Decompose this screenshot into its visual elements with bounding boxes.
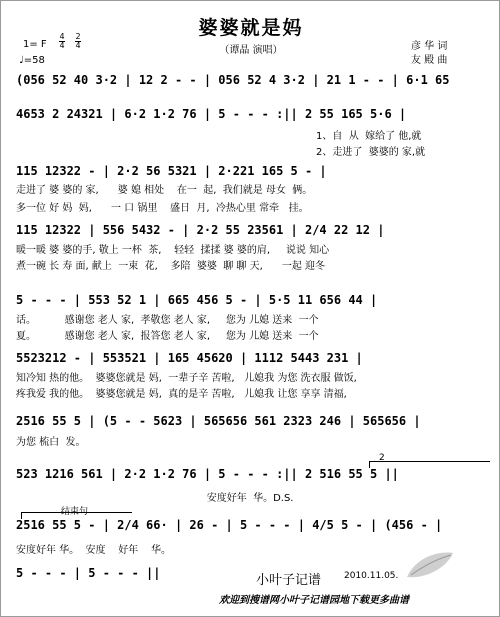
second-ending-label: 2 (379, 453, 385, 463)
lyric-line-5a: 话。 感谢您 老人 家, 孝敬您 老人 家, 您为 儿媳 送来 一个 (16, 315, 319, 326)
lyric-line-8: 安度好年 华。D.S. (16, 493, 294, 504)
lyric-line-7: 为您 梳白 发。 (16, 437, 86, 448)
notation-line-6: 5523212 - | 553521 | 165 45620 | 1112 5443 231 | (16, 351, 363, 365)
transcription-date: 2010.11.05. (344, 571, 399, 581)
key-signature: 1= F (23, 39, 47, 50)
lyric-line-3a: 走进了 婆 婆的 家, 婆 媳 相处 在一 起, 我们就是 母女 俩。 (16, 185, 313, 196)
time-signature-2: 2 4 (75, 32, 81, 50)
transcriber-signature: 小叶子记谱 (256, 573, 322, 588)
time-signature-1: 4 4 (59, 32, 65, 50)
lyric-line-9: 安度好年 华。 安度 好年 华。 (16, 545, 171, 556)
notation-line-5: 5 - - - | 553 52 1 | 665 456 5 - | 5·5 11 656 44 | (16, 293, 378, 307)
notation-line-4: 115 12322 | 556 5432 - | 2·2 55 23561 | 2/4 22 12 | (16, 223, 385, 237)
notation-line-10: 5 - - - | 5 - - - || (16, 566, 161, 580)
lyric-line-3b: 多一位 好 妈 妈, 一 口 锅里 盛日 月, 冷热心里 常牵 挂。 (16, 203, 309, 214)
notation-line-7: 2516 55 5 | (5 - - 5623 | 565656 561 2323 246 | 565656 | (16, 414, 421, 428)
end-phrase-label: 结束句 (61, 507, 89, 517)
footer-note: 欢迎到搜谱网小叶子记谱园地下载更多曲谱 (219, 595, 409, 606)
notation-line-8: 523 1216 561 | 2·2 1·2 76 | 5 - - - :|| 2 516 55 5 || (16, 467, 399, 481)
lyric-line-6b: 疼我爱 我的他。 婆婆您就是 妈, 真的是辛 苦啦, 儿媳我 让您 享享 清福, (16, 389, 347, 400)
lyric-line-2b: 2、走进了 婆婆的 家,就 (316, 147, 426, 158)
notation-line-1: (056 52 40 3·2 | 12 2 - - | 056 52 4 3·2 | 21 1 - - | 6·1 65 (16, 73, 450, 87)
notation-line-2: 4653 2 24321 | 6·2 1·2 76 | 5 - - - :|| 2 55 165 5·6 | (16, 107, 407, 121)
singer-credit: （谭晶 演唱） (219, 45, 283, 56)
lyric-line-2a: 1、自 从 嫁给了 他,就 (316, 131, 422, 142)
lyric-line-4b: 煮一碗 长 寿 面, 献上 一束 花, 多陪 婆婆 聊 聊 天, 一起 迎冬 (16, 261, 326, 272)
lyric-line-6a: 知冷知 热的他。 婆婆您就是 妈, 一辈子辛 苦啦, 儿媳我 为您 洗衣服 做饭, (16, 373, 357, 384)
lyric-line-4a: 暖一暖 婆 婆的手, 敬上 一杯 茶, 轻轻 揉揉 婆 婆的肩, 说说 知心 (16, 245, 330, 256)
leaf-logo (397, 549, 457, 581)
lyricist-credit: 彦 华 词 (411, 41, 448, 52)
song-title: 婆婆就是妈 (198, 17, 304, 39)
composer-credit: 友 殿 曲 (411, 55, 448, 66)
tempo-marking: ♩=58 (19, 55, 45, 66)
notation-line-9: 2516 55 5 - | 2/4 66· | 26 - | 5 - - - | 4/5 5 - | (456 - | (16, 518, 443, 532)
notation-line-3: 115 12322 - | 2·2 56 5321 | 2·221 165 5 - | (16, 164, 327, 178)
lyric-line-5b: 夏。 感谢您 老人 家, 报答您 老人 家, 您为 儿媳 送来 一个 (16, 331, 319, 342)
